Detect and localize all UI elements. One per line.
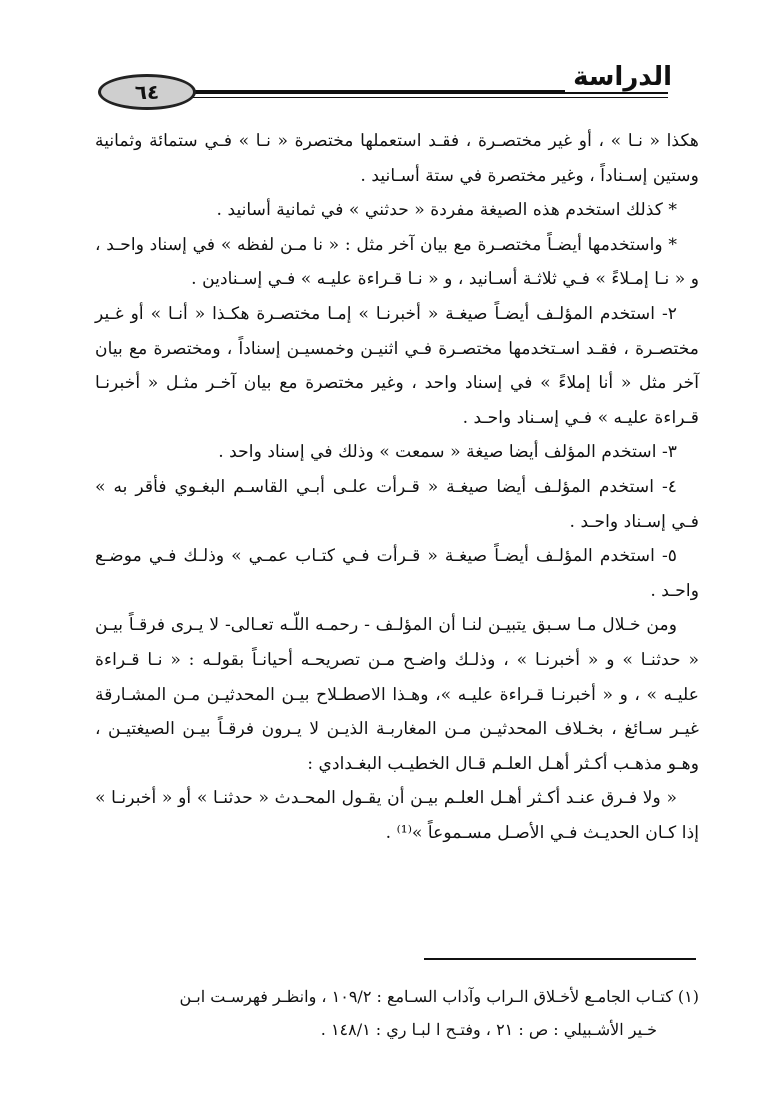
page-number: ٦٤ bbox=[98, 74, 196, 110]
paragraph-3: * واستخدمها أيضـاً مختصـرة مع بيان آخر مثل : « نا مـن لفظه » في إسناد واحـد ، و « نـا إمـلاءً » فـي ثلاثـة أسـانيد ، و « نـا قـراءة عليـه » فـي إسـنادين . bbox=[95, 234, 699, 290]
paragraph-6: ٤- استخدم المؤلـف أيضا صيغـة « قـرأت علـى أبـي القاسـم البغـوي فأقر به » فـي إسـناد واحـد . bbox=[95, 476, 699, 532]
paragraph-8: ومن خـلال مـا سـبق يتبيـن لنـا أن المؤلـف - رحمـه اللّـه تعـالى- لا يـرى فرقـاً بيـن « حدثنـا » و « أخبرنـا » ، وذلـك واضـح مـن تصريحـه أحيانـاً بقولـه : « نـا قـراءة عليـه » ، و « أخبرنـا قـراءة عليـه »، وهـذا الاصطـلاح بيـن المحدثيـن مـن المشـارقة غيـر سـائغ ، بخـلاف المحدثيـن مـن المغاربـة الذيـن لا يـرون فرقـاً بيـن الصيغتيـن ، وهـو مذهـب أكـثر أهـل العلـم قـال الخطيـب البغـدادي : bbox=[95, 615, 699, 774]
header-rule-thin bbox=[158, 97, 668, 98]
paragraph-4: ٢- استخدم المؤلـف أيضـاً صيغـة « أخبرنـا » إمـا مختصـرة هكـذا « أنـا » أو غـير مختصـرة ، فقـد اسـتخدمها مختصـرة فـي اثنيـن وخمسيـن إسناداً ، ومختصرة مع بيان آخر مثل « أنا إملاءً » في إسناد واحد ، وغير مختصرة مع بيان آخـر مثـل « أخبرنـا قـراءة عليـه » فـي إسـناد واحـد . bbox=[95, 303, 699, 428]
footnote-line-1: (١) كتـاب الجامـع لأخـلاق الـراب وآداب السـامع : ١٠٩/٢ ، وانظـر فهرسـت ابـن bbox=[179, 987, 699, 1006]
footnote bbox=[95, 980, 699, 1046]
paragraph-2: * كذلك استخدم هذه الصيغة مفردة « حدثني » في ثمانية أسانيد . bbox=[216, 200, 677, 221]
paragraph-5: ٣- استخدم المؤلف أيضا صيغة « سمعت » وذلك في إسناد واحد . bbox=[218, 442, 677, 463]
footnote-separator bbox=[424, 958, 696, 960]
paragraph-7: ٥- استخدم المؤلـف أيضـاً صيغـة « قـرأت فـي كتـاب عمـي » وذلـك فـي موضـع واحـد . bbox=[95, 546, 699, 601]
section-title: الدراسة bbox=[565, 62, 672, 92]
page-header bbox=[98, 62, 672, 104]
paragraph-9-quote: « ولا فـرق عنـد أكـثر أهـل العلـم بيـن أن يقـول المحـدث « حدثنـا » أو « أخبرنـا » إذا كـان الحديـث فـي الأصـل مسـموعاً »⁽¹⁾ . bbox=[95, 788, 699, 843]
paragraph-1: هكذا « نـا » ، أو غير مختصـرة ، فقـد استعملها مختصرة « نـا » فـي ستمائة وثمانية وستين إسـناداً ، وغير مختصرة في ستة أسـانيد . bbox=[95, 131, 699, 186]
footnote-line-2: خـير الأشـبيلي : ص : ٢١ ، وفتـح ا لبـا ري : ١٤٨/١ . bbox=[320, 1020, 657, 1039]
page-body bbox=[95, 124, 699, 850]
